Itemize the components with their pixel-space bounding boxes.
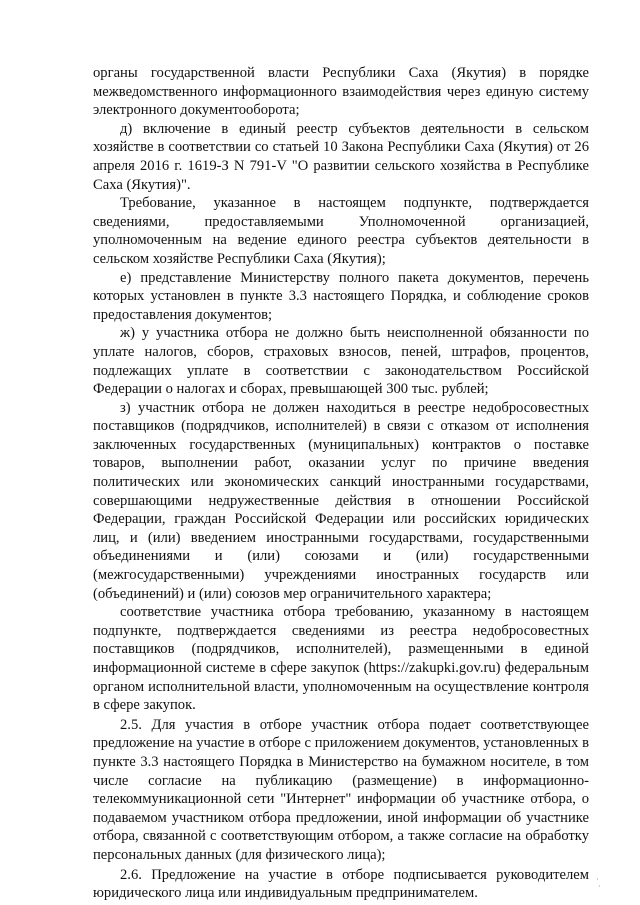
- paragraph-requirement-z: соответствие участника отбора требованию, указанному в настоящем подпункте, подтверждается сведениями из реестра недобросовестных поставщиков (подрядчиков, исполнителей), размещенными в единой информационной системе в сфере закупок (https://zakupki.gov.ru) федеральным органом исполнительной власти, уполномоченным на осуществление контроля в сфере закупок.: [93, 604, 589, 714]
- paragraph-2-5: 2.5. Для участия в отборе участник отбора подает соответствующее предложение на участие в отборе с приложением документов, установленных в пункте 3.3 настоящего Порядка в Министерство на бумажном носителе, в том числе согласие на публикацию (размещение) в информационно-телекоммуникационной сети "Интернет" информации об участнике отбора, о подаваемом участником отбора предложении, иной информации об участнике отбора, связанной с соответствующим отбором, а также согласие на обработку персональных данных (для физического лица);: [93, 716, 589, 863]
- paragraph-z: з) участник отбора не должен находиться в реестре недобросовестных поставщиков (подрядчиков, исполнителей) в связи с отказом от исполнения заключенных государственных (муниципальных) контрактов о поставке товаров, выполнении работ, оказании услуг по причине введения политических или экономических санкций иностранными государствами, совершающими недружественные действия в отношении Российской Федерации, граждан Российской Федерации или российских юридических лиц, и (или) введением иностранными государствами, государственными объединениями и (или) союзами и (или) государственными (межгосударственными) учреждениями иностранных государств или (объединений) и (или) союзов мер ограничительного характера;: [93, 399, 589, 602]
- paragraph-e: е) представление Министерству полного пакета документов, перечень которых установлен в пункте 3.3 настоящего Порядка, и соблюдение сроков предоставления документов;: [93, 269, 589, 323]
- paragraph-d: д) включение в единый реестр субъектов деятельности в сельском хозяйстве в соответствии со статьей 10 Закона Республики Саха (Якутия) от 26 апреля 2016 г. 1619-З N 791-V "О развитии сельского хозяйства в Республике Саха (Якутия)".: [93, 120, 589, 193]
- paragraph-continuation: органы государственной власти Республики Саха (Якутия) в порядке межведомственного информационного взаимодействия через единую систему электронного документооборота;: [93, 65, 589, 119]
- document-body: [93, 64, 589, 903]
- scan-artifact-mark: · ·: [596, 875, 601, 891]
- paragraph-zh: ж) у участника отбора не должно быть неисполненной обязанности по уплате налогов, сборов, страховых взносов, пеней, штрафов, процентов, подлежащих уплате в соответствии с законодательством Российской Федерации о налогах и сборах, превышающей 300 тыс. рублей;: [93, 325, 589, 398]
- paragraph-2-6: 2.6. Предложение на участие в отборе подписывается руководителем юридического лица или индивидуальным предпринимателем.: [93, 866, 589, 902]
- paragraph-requirement-d: Требование, указанное в настоящем подпункте, подтверждается сведениями, предоставляемыми Уполномоченной организацией, уполномоченным на ведение единого реестра субъектов деятельности в сельском хозяйстве Республики Саха (Якутия);: [93, 195, 589, 267]
